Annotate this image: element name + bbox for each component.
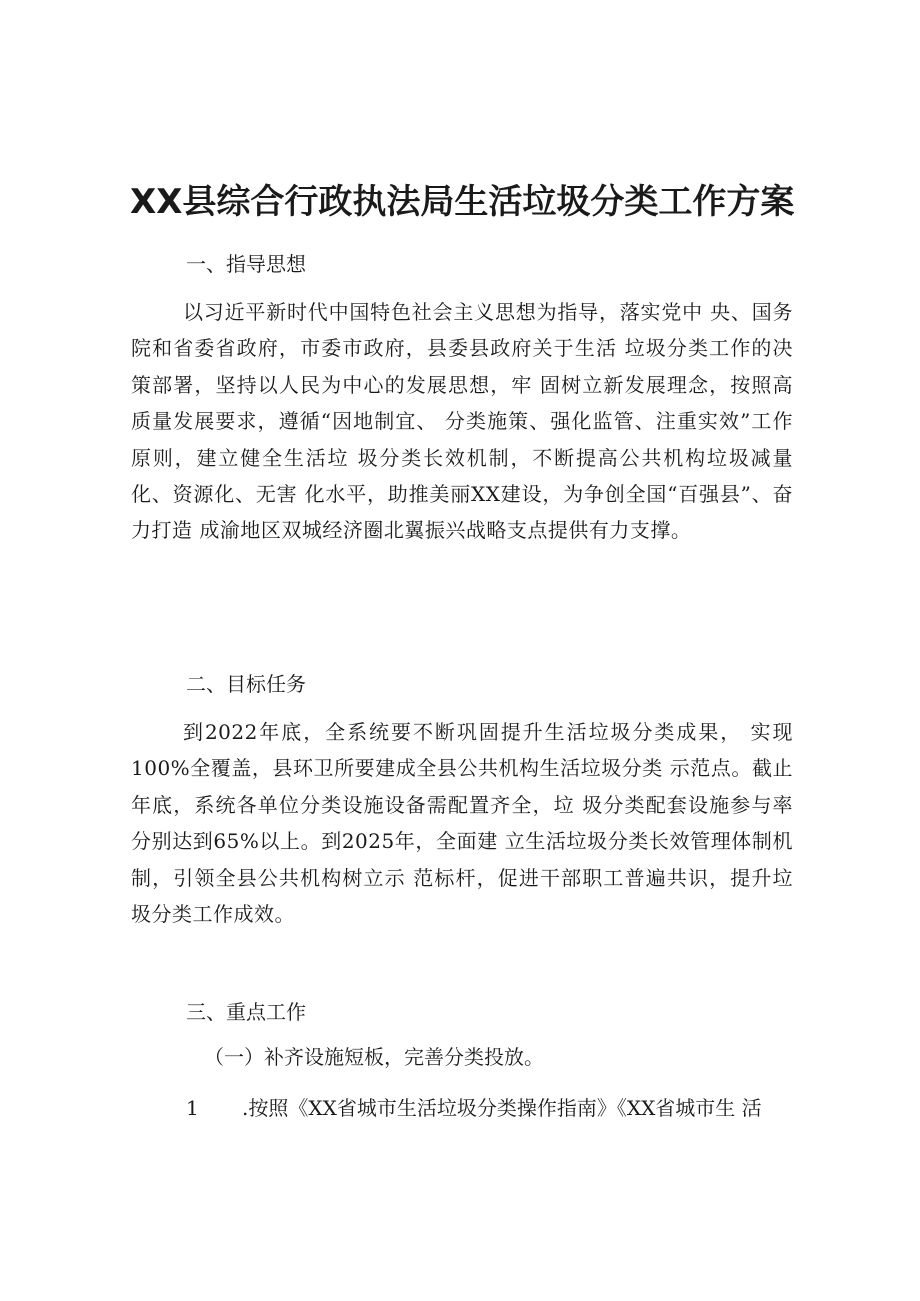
- section-paragraph-guiding-ideology: 以习近平新时代中国特色社会主义思想为指导，落实党中 央、国务院和省委省政府，市委市政府，县委县政府关于生活 垃圾分类工作的决策部署，坚持以人民为中心的发展思想，牢 固树立新发展理念，按照高质量发展要求，遵循“因地制宜、 分类施策、强化监管、注重实效”工作原则，建立健全生活垃 圾分类长效机制，不断提高公共机构垃圾减量化、资源化、无害 化水平，助推美丽XX建设，为争创全国“百强县”、奋力打造 成渝地区双城经济圈北翼振兴战略支点提供有力支撑。: [131, 300, 793, 543]
- list-item-number: 1: [186, 1096, 199, 1120]
- section-heading-goals: 二、目标任务: [186, 672, 306, 696]
- section-paragraph-goals: 到2022年底，全系统要不断巩固提升生活垃圾分类成果， 实现100%全覆盖，县环卫所要建成全县公共机构生活垃圾分类 示范点。截止年底，系统各单位分类设施设备需配置齐全，垃 圾分类配套设施参与率分别达到65%以上。到2025年，全面建 立生活垃圾分类长效管理体制机制，引领全县公共机构树立示 范标杆，促进干部职工普遍共识，提升垃圾分类工作成效。: [131, 720, 793, 927]
- section-heading-key-work: 三、重点工作: [186, 1000, 306, 1024]
- section-heading-guiding-ideology: 一、指导思想: [186, 252, 306, 276]
- document-title: XX县综合行政执法局生活垃圾分类工作方案: [130, 182, 795, 222]
- list-item: [186, 1094, 796, 1122]
- subsection-heading-facilities: （一）补齐设施短板，完善分类投放。: [204, 1045, 544, 1069]
- list-item-text: .按照《XX省城市生活垃圾分类操作指南》《XX省城市生 活: [242, 1096, 762, 1120]
